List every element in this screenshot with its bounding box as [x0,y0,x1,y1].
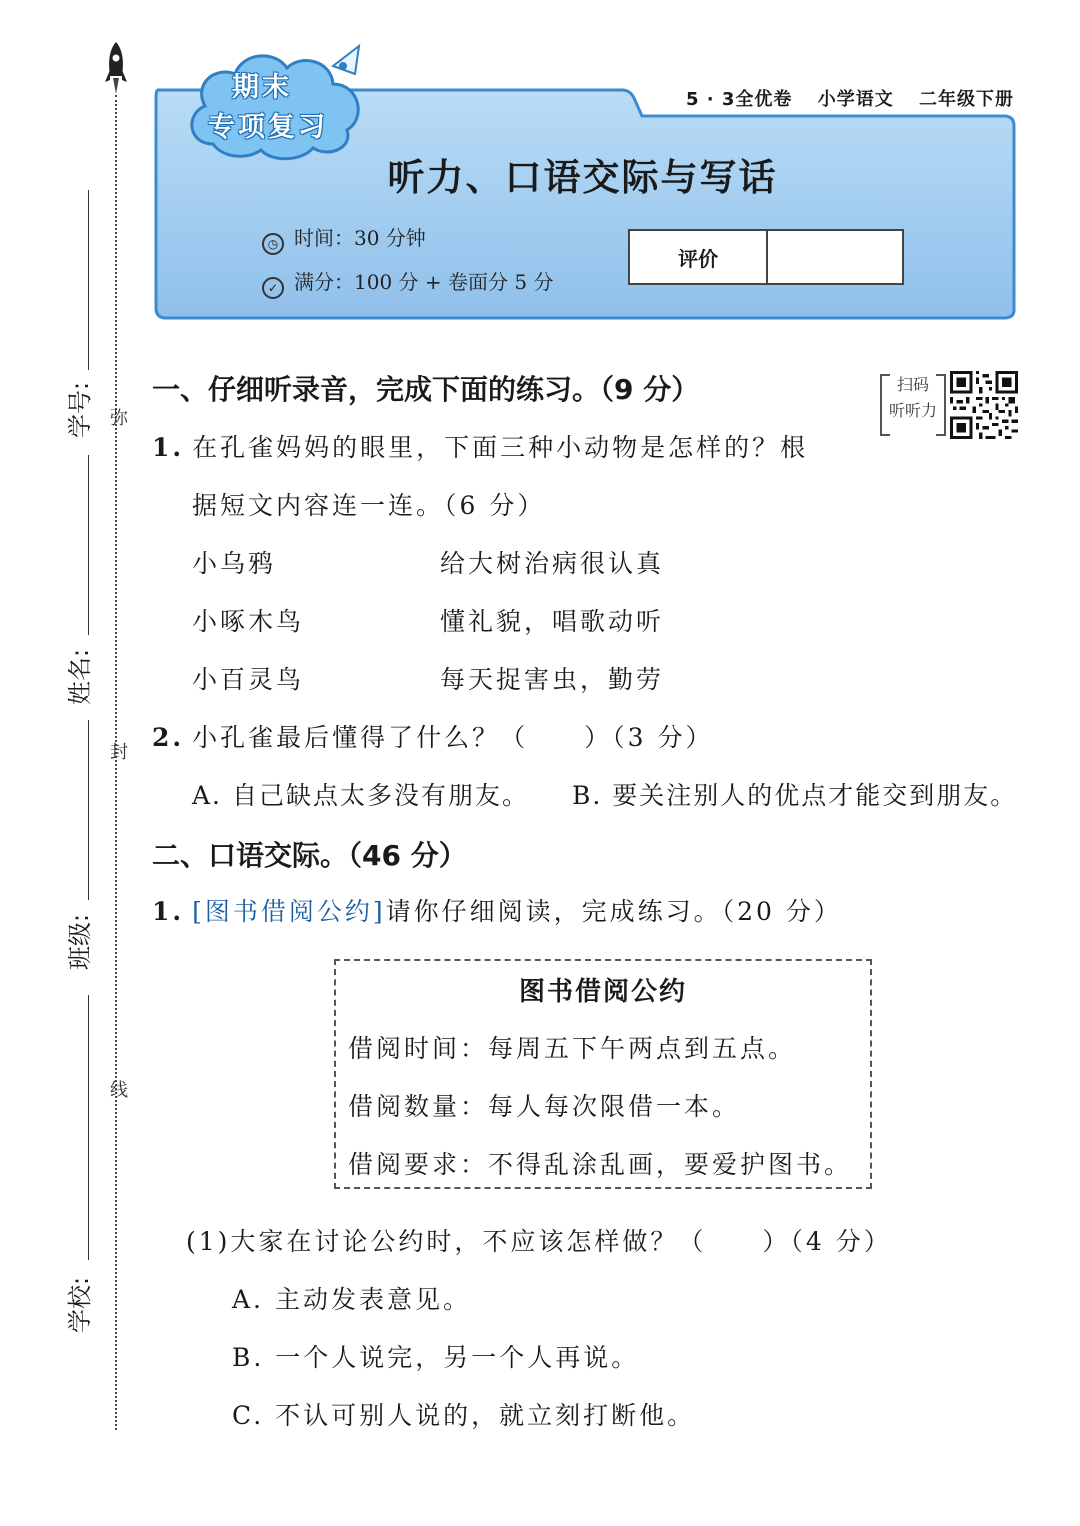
class-line[interactable] [88,720,89,900]
section1-heading: 一、仔细听录音，完成下面的练习。（9 分） [152,373,700,406]
s1-q1-line2: 据短文内容连一连。（6 分） [192,491,546,520]
check-circle-icon: ✓ [262,277,284,299]
rules-line-time: 借阅时间：每周五下午两点到五点。 [348,1034,797,1063]
binding-word-xian: 线 [107,1080,128,1098]
evaluation-label: 评价 [630,231,768,283]
badge-line2: 专项复习 [208,112,328,143]
review-badge-cloud [183,44,373,164]
animal-3[interactable]: 小百灵鸟 [192,665,305,694]
binding-word-mi: 弥 [107,408,128,426]
qr-label-line2: 听听力 [888,401,937,420]
score-meta [262,266,553,299]
s2-sub1-option-b[interactable]: B. 一个人说完，另一个人再说。 [232,1343,640,1372]
qr-label-line1: 扫码 [896,375,929,394]
rules-title: 图书借阅公约 [518,977,687,1007]
trait-2[interactable]: 懂礼貌，唱歌动听 [440,607,665,636]
s1-q2-number: 2. [152,723,185,752]
student-id-label: 学号: [66,381,94,438]
evaluation-box [628,229,904,285]
name-line[interactable] [88,455,89,635]
binding-word-feng: 封 [107,742,128,760]
s2-sub1-question[interactable]: (1)大家在讨论公约时，不应该怎样做？（ ）（4 分） [186,1227,892,1256]
student-id-line[interactable] [88,190,89,370]
s2-q1-text: 请你仔细阅读，完成练习。（20 分） [385,897,842,926]
s1-q2-option-a[interactable]: A. 自己缺点太多没有朋友。 [192,781,529,810]
library-rules-box [334,959,872,1189]
page-title: 听力、口语交际与写话 [387,156,778,199]
subject-name: 小学语文 [817,89,894,110]
series-name: 5 · 3全优卷 [686,89,793,110]
book-info [668,85,1014,111]
s1-q2-line [152,718,713,754]
time-meta [262,222,426,255]
trait-3[interactable]: 每天捉害虫，勤劳 [440,665,665,694]
s2-sub1-option-a[interactable]: A. 主动发表意见。 [232,1285,471,1314]
s1-q1-number: 1. [152,433,185,462]
rules-line-requirement: 借阅要求：不得乱涂乱画，要爱护图书。 [348,1150,853,1179]
class-label: 班级: [66,913,94,970]
s2-q1-tag: [图书借阅公约] [192,897,386,926]
animal-2[interactable]: 小啄木鸟 [192,607,305,636]
s2-q1-line [152,892,842,928]
s2-q1-number: 1. [152,897,185,926]
school-label: 学校: [66,1276,94,1333]
s1-q1-line1 [152,428,808,464]
grade-name: 二年级下册 [919,89,1014,110]
binding-dotted-line [115,95,117,1430]
s1-q2-option-b[interactable]: B. 要关注别人的优点才能交到朋友。 [572,781,1018,810]
trait-1[interactable]: 给大树治病很认真 [440,549,665,578]
evaluation-field[interactable] [768,231,902,283]
qr-scan-label [880,372,946,434]
s1-q1-text1: 在孔雀妈妈的眼里，下面三种小动物是怎样的？根 [192,433,809,462]
section2-heading: 二、口语交际。（46 分） [152,839,467,872]
animal-1[interactable]: 小乌鸦 [192,549,277,578]
rocket-icon [103,40,129,96]
s2-sub1-option-c[interactable]: C. 不认可别人说的，就立刻打断他。 [232,1401,696,1430]
rules-line-quantity: 借阅数量：每人每次限借一本。 [348,1092,741,1121]
qr-code-icon[interactable] [950,371,1018,439]
school-line[interactable] [88,995,89,1260]
clock-icon: ◷ [262,233,284,255]
badge-line1: 期末 [232,72,292,103]
score-label: 满分：100 分 + 卷面分 5 分 [294,270,554,294]
name-label: 姓名: [66,648,94,705]
s1-q2-text[interactable]: 小孔雀最后懂得了什么？（ ）（3 分） [192,723,714,752]
time-label: 时间：30 分钟 [294,226,426,250]
